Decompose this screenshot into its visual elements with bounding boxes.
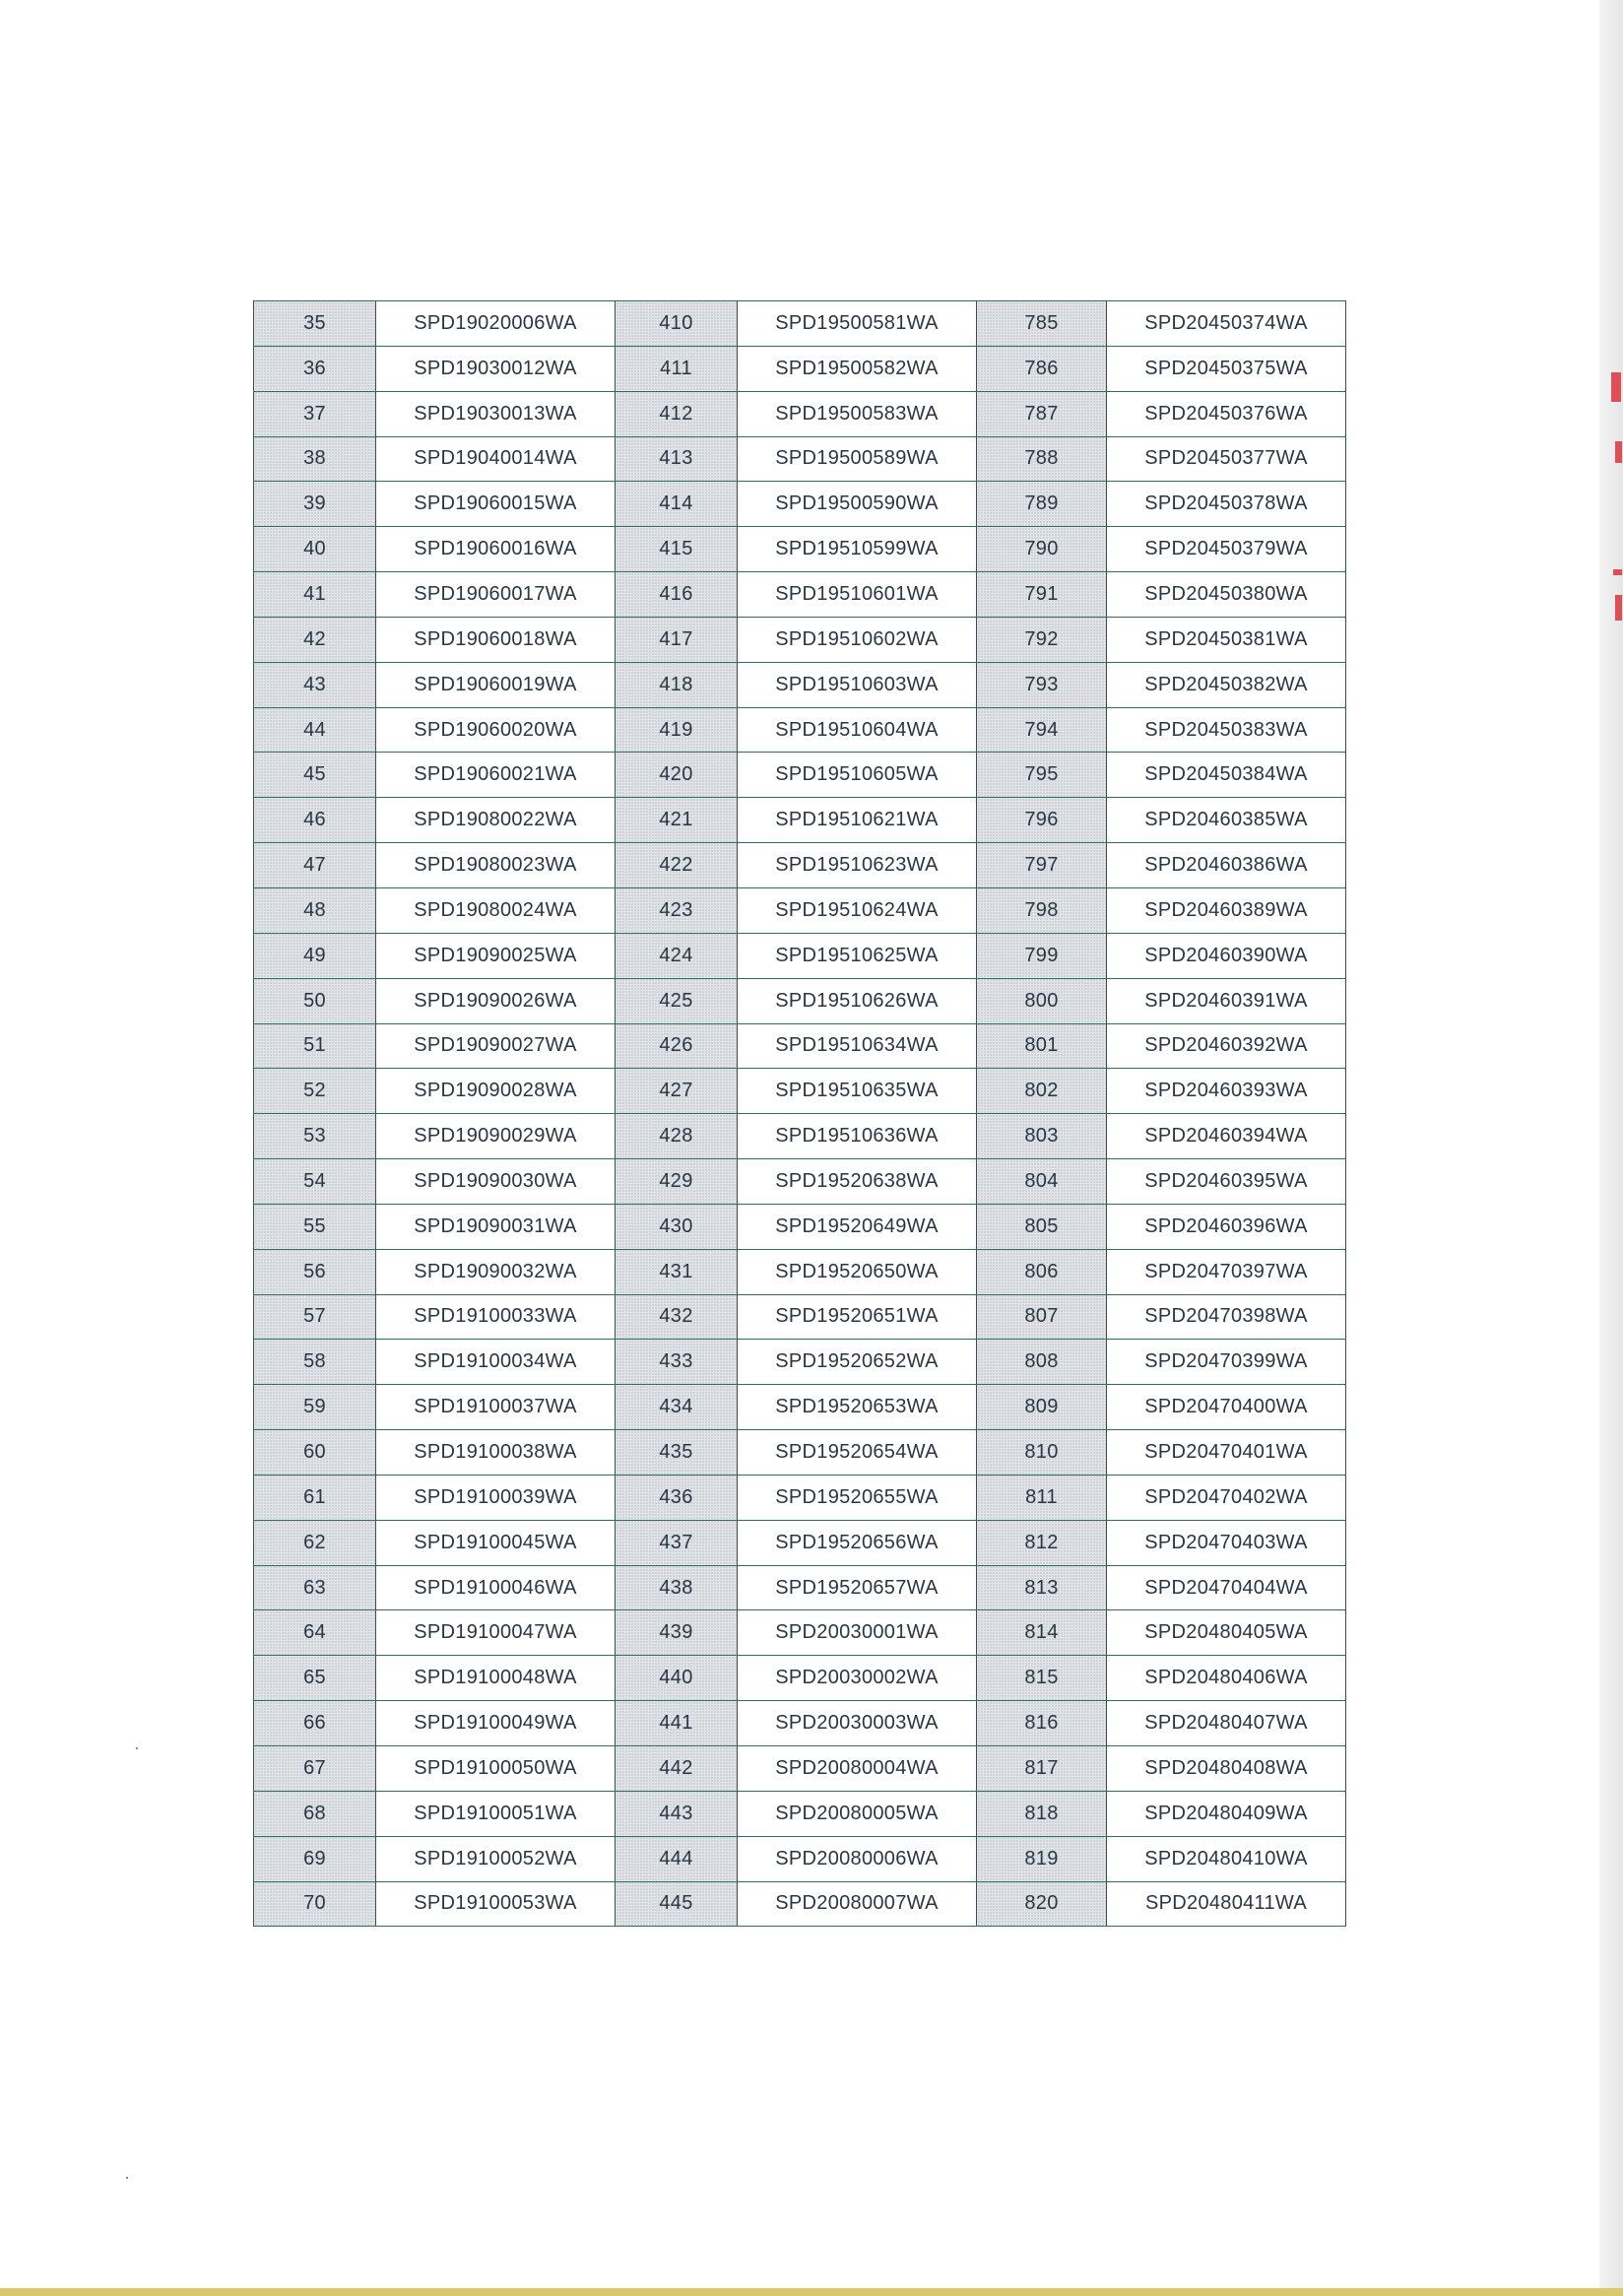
serial-code-cell: SPD19060020WA [376, 707, 616, 753]
serial-code-cell: SPD20470397WA [1107, 1249, 1346, 1294]
row-number-cell: 421 [616, 798, 738, 843]
row-number-cell: 418 [616, 662, 738, 707]
serial-code-cell: SPD20450382WA [1107, 662, 1346, 707]
row-number-cell: 70 [254, 1881, 376, 1927]
row-number-cell: 426 [616, 1023, 738, 1069]
row-number-cell: 443 [616, 1791, 738, 1836]
serial-code-cell: SPD20080004WA [738, 1746, 977, 1792]
row-number-cell: 62 [254, 1520, 376, 1565]
row-number-cell: 794 [977, 707, 1107, 753]
serial-code-cell: SPD20460392WA [1107, 1023, 1346, 1069]
serial-code-cell: SPD19510599WA [738, 527, 977, 572]
row-number-cell: 440 [616, 1656, 738, 1701]
serial-code-cell: SPD19520653WA [738, 1385, 977, 1430]
serial-code-cell: SPD20480405WA [1107, 1610, 1346, 1656]
serial-code-cell: SPD19100052WA [376, 1836, 616, 1881]
table-row [254, 391, 1346, 436]
serial-code-cell: SPD19080023WA [376, 843, 616, 888]
row-number-cell: 36 [254, 346, 376, 391]
serial-code-cell: SPD19500583WA [738, 391, 977, 436]
serial-code-cell: SPD19060018WA [376, 617, 616, 662]
table-row [254, 1656, 1346, 1701]
serial-code-cell: SPD19100034WA [376, 1340, 616, 1385]
row-number-cell: 820 [977, 1881, 1107, 1927]
row-number-cell: 55 [254, 1204, 376, 1249]
row-number-cell: 807 [977, 1294, 1107, 1340]
serial-code-cell: SPD19510603WA [738, 662, 977, 707]
serial-code-cell: SPD19100053WA [376, 1881, 616, 1927]
table-row [254, 482, 1346, 527]
row-number-cell: 819 [977, 1836, 1107, 1881]
serial-number-table [253, 300, 1346, 1927]
serial-code-cell: SPD20080006WA [738, 1836, 977, 1881]
table-row [254, 1023, 1346, 1069]
serial-code-cell: SPD19100047WA [376, 1610, 616, 1656]
serial-code-cell: SPD20450383WA [1107, 707, 1346, 753]
serial-code-cell: SPD20460390WA [1107, 933, 1346, 978]
row-number-cell: 791 [977, 572, 1107, 618]
page-bottom-edge [0, 2288, 1623, 2296]
row-number-cell: 415 [616, 527, 738, 572]
row-number-cell: 785 [977, 301, 1107, 347]
row-number-cell: 430 [616, 1204, 738, 1249]
serial-code-cell: SPD20450381WA [1107, 617, 1346, 662]
serial-code-cell: SPD19520656WA [738, 1520, 977, 1565]
serial-code-cell: SPD20480406WA [1107, 1656, 1346, 1701]
row-number-cell: 816 [977, 1701, 1107, 1746]
serial-code-cell: SPD19520652WA [738, 1340, 977, 1385]
table-row [254, 662, 1346, 707]
row-number-cell: 38 [254, 436, 376, 482]
serial-code-cell: SPD19090030WA [376, 1159, 616, 1205]
table-row [254, 798, 1346, 843]
serial-code-cell: SPD19100051WA [376, 1791, 616, 1836]
row-number-cell: 799 [977, 933, 1107, 978]
row-number-cell: 427 [616, 1069, 738, 1114]
table-row [254, 1204, 1346, 1249]
table-row [254, 1159, 1346, 1205]
serial-code-cell: SPD19030012WA [376, 346, 616, 391]
serial-code-cell: SPD20480409WA [1107, 1791, 1346, 1836]
row-number-cell: 63 [254, 1565, 376, 1610]
serial-code-cell: SPD20030003WA [738, 1701, 977, 1746]
table-row [254, 1836, 1346, 1881]
row-number-cell: 44 [254, 707, 376, 753]
row-number-cell: 437 [616, 1520, 738, 1565]
row-number-cell: 797 [977, 843, 1107, 888]
serial-code-cell: SPD19100050WA [376, 1746, 616, 1792]
serial-code-cell: SPD20450379WA [1107, 527, 1346, 572]
row-number-cell: 60 [254, 1430, 376, 1476]
table-row [254, 1701, 1346, 1746]
serial-code-cell: SPD19520650WA [738, 1249, 977, 1294]
row-number-cell: 56 [254, 1249, 376, 1294]
serial-code-cell: SPD19500590WA [738, 482, 977, 527]
row-number-cell: 789 [977, 482, 1107, 527]
serial-code-cell: SPD19100046WA [376, 1565, 616, 1610]
table-row [254, 527, 1346, 572]
serial-code-cell: SPD19520657WA [738, 1565, 977, 1610]
row-number-cell: 35 [254, 301, 376, 347]
row-number-cell: 787 [977, 391, 1107, 436]
row-number-cell: 428 [616, 1114, 738, 1159]
row-number-cell: 434 [616, 1385, 738, 1430]
serial-code-cell: SPD20480407WA [1107, 1701, 1346, 1746]
row-number-cell: 48 [254, 887, 376, 933]
row-number-cell: 417 [616, 617, 738, 662]
row-number-cell: 67 [254, 1746, 376, 1792]
table-row [254, 843, 1346, 888]
row-number-cell: 39 [254, 482, 376, 527]
row-number-cell: 413 [616, 436, 738, 482]
serial-code-cell: SPD20460393WA [1107, 1069, 1346, 1114]
serial-code-cell: SPD20450376WA [1107, 391, 1346, 436]
serial-code-cell: SPD20460396WA [1107, 1204, 1346, 1249]
row-number-cell: 40 [254, 527, 376, 572]
serial-code-cell: SPD20460394WA [1107, 1114, 1346, 1159]
serial-code-cell: SPD19090029WA [376, 1114, 616, 1159]
row-number-cell: 424 [616, 933, 738, 978]
row-number-cell: 818 [977, 1791, 1107, 1836]
row-number-cell: 65 [254, 1656, 376, 1701]
row-number-cell: 814 [977, 1610, 1107, 1656]
serial-code-cell: SPD20450377WA [1107, 436, 1346, 482]
serial-code-cell: SPD20470398WA [1107, 1294, 1346, 1340]
row-number-cell: 412 [616, 391, 738, 436]
row-number-cell: 813 [977, 1565, 1107, 1610]
row-number-cell: 61 [254, 1475, 376, 1520]
row-number-cell: 49 [254, 933, 376, 978]
serial-code-cell: SPD19510605WA [738, 753, 977, 798]
serial-code-cell: SPD19100048WA [376, 1656, 616, 1701]
serial-code-cell: SPD20470403WA [1107, 1520, 1346, 1565]
serial-code-cell: SPD20460386WA [1107, 843, 1346, 888]
row-number-cell: 438 [616, 1565, 738, 1610]
serial-code-cell: SPD20080005WA [738, 1791, 977, 1836]
serial-code-cell: SPD19100033WA [376, 1294, 616, 1340]
serial-code-cell: SPD19500581WA [738, 301, 977, 347]
row-number-cell: 433 [616, 1340, 738, 1385]
row-number-cell: 803 [977, 1114, 1107, 1159]
row-number-cell: 416 [616, 572, 738, 618]
row-number-cell: 801 [977, 1023, 1107, 1069]
serial-code-cell: SPD20030002WA [738, 1656, 977, 1701]
row-number-cell: 51 [254, 1023, 376, 1069]
serial-code-cell: SPD19520638WA [738, 1159, 977, 1205]
scan-speck [136, 1747, 138, 1749]
serial-code-cell: SPD20470402WA [1107, 1475, 1346, 1520]
serial-code-cell: SPD19090032WA [376, 1249, 616, 1294]
serial-code-cell: SPD20080007WA [738, 1881, 977, 1927]
serial-code-cell: SPD19060019WA [376, 662, 616, 707]
row-number-cell: 45 [254, 753, 376, 798]
table-row [254, 572, 1346, 618]
table-row [254, 753, 1346, 798]
row-number-cell: 43 [254, 662, 376, 707]
row-number-cell: 414 [616, 482, 738, 527]
serial-code-cell: SPD19100038WA [376, 1430, 616, 1476]
table-row [254, 1520, 1346, 1565]
serial-code-cell: SPD20030001WA [738, 1610, 977, 1656]
row-number-cell: 420 [616, 753, 738, 798]
serial-code-cell: SPD20460391WA [1107, 978, 1346, 1023]
serial-code-cell: SPD19510602WA [738, 617, 977, 662]
row-number-cell: 423 [616, 887, 738, 933]
serial-code-cell: SPD20480411WA [1107, 1881, 1346, 1927]
serial-code-cell: SPD19500589WA [738, 436, 977, 482]
serial-code-cell: SPD19020006WA [376, 301, 616, 347]
table-row [254, 978, 1346, 1023]
row-number-cell: 796 [977, 798, 1107, 843]
table-row [254, 887, 1346, 933]
serial-code-cell: SPD19520649WA [738, 1204, 977, 1249]
table-row [254, 1881, 1346, 1927]
row-number-cell: 66 [254, 1701, 376, 1746]
serial-code-cell: SPD19510625WA [738, 933, 977, 978]
table-row [254, 346, 1346, 391]
serial-code-cell: SPD19510626WA [738, 978, 977, 1023]
serial-code-cell: SPD20480410WA [1107, 1836, 1346, 1881]
row-number-cell: 806 [977, 1249, 1107, 1294]
serial-code-cell: SPD20470401WA [1107, 1430, 1346, 1476]
table-row [254, 1294, 1346, 1340]
row-number-cell: 411 [616, 346, 738, 391]
serial-code-cell: SPD20450378WA [1107, 482, 1346, 527]
serial-code-cell: SPD19100037WA [376, 1385, 616, 1430]
row-number-cell: 805 [977, 1204, 1107, 1249]
serial-code-cell: SPD19090026WA [376, 978, 616, 1023]
table-row [254, 1610, 1346, 1656]
row-number-cell: 419 [616, 707, 738, 753]
serial-code-cell: SPD20460389WA [1107, 887, 1346, 933]
row-number-cell: 786 [977, 346, 1107, 391]
serial-code-cell: SPD19060015WA [376, 482, 616, 527]
serial-code-cell: SPD20450380WA [1107, 572, 1346, 618]
row-number-cell: 54 [254, 1159, 376, 1205]
table-row [254, 1385, 1346, 1430]
table-row [254, 1114, 1346, 1159]
serial-code-cell: SPD20450375WA [1107, 346, 1346, 391]
table-row [254, 707, 1346, 753]
row-number-cell: 69 [254, 1836, 376, 1881]
row-number-cell: 444 [616, 1836, 738, 1881]
row-number-cell: 800 [977, 978, 1107, 1023]
row-number-cell: 52 [254, 1069, 376, 1114]
serial-code-cell: SPD20460385WA [1107, 798, 1346, 843]
table-row [254, 1791, 1346, 1836]
serial-code-cell: SPD19100045WA [376, 1520, 616, 1565]
row-number-cell: 810 [977, 1430, 1107, 1476]
table-row [254, 1340, 1346, 1385]
table-row [254, 1430, 1346, 1476]
table-row [254, 1565, 1346, 1610]
serial-code-cell: SPD20470404WA [1107, 1565, 1346, 1610]
serial-code-cell: SPD19080024WA [376, 887, 616, 933]
row-number-cell: 410 [616, 301, 738, 347]
row-number-cell: 46 [254, 798, 376, 843]
table-row [254, 617, 1346, 662]
row-number-cell: 812 [977, 1520, 1107, 1565]
serial-code-cell: SPD19100039WA [376, 1475, 616, 1520]
row-number-cell: 42 [254, 617, 376, 662]
table-row [254, 933, 1346, 978]
serial-code-cell: SPD19090025WA [376, 933, 616, 978]
row-number-cell: 817 [977, 1746, 1107, 1792]
serial-code-cell: SPD19510623WA [738, 843, 977, 888]
row-number-cell: 58 [254, 1340, 376, 1385]
table-body [254, 301, 1346, 1927]
row-number-cell: 808 [977, 1340, 1107, 1385]
row-number-cell: 809 [977, 1385, 1107, 1430]
row-number-cell: 59 [254, 1385, 376, 1430]
serial-code-cell: SPD19520655WA [738, 1475, 977, 1520]
row-number-cell: 441 [616, 1701, 738, 1746]
row-number-cell: 432 [616, 1294, 738, 1340]
scan-speck [126, 2177, 128, 2179]
serial-code-cell: SPD19510635WA [738, 1069, 977, 1114]
serial-code-cell: SPD20470400WA [1107, 1385, 1346, 1430]
row-number-cell: 41 [254, 572, 376, 618]
serial-code-cell: SPD19060021WA [376, 753, 616, 798]
row-number-cell: 47 [254, 843, 376, 888]
serial-code-cell: SPD20480408WA [1107, 1746, 1346, 1792]
serial-code-cell: SPD19100049WA [376, 1701, 616, 1746]
serial-code-cell: SPD19520654WA [738, 1430, 977, 1476]
serial-code-cell: SPD19060016WA [376, 527, 616, 572]
serial-code-cell: SPD19510621WA [738, 798, 977, 843]
serial-code-cell: SPD19090028WA [376, 1069, 616, 1114]
row-number-cell: 811 [977, 1475, 1107, 1520]
row-number-cell: 429 [616, 1159, 738, 1205]
serial-code-cell: SPD19510624WA [738, 887, 977, 933]
row-number-cell: 57 [254, 1294, 376, 1340]
row-number-cell: 793 [977, 662, 1107, 707]
row-number-cell: 798 [977, 887, 1107, 933]
row-number-cell: 436 [616, 1475, 738, 1520]
row-number-cell: 37 [254, 391, 376, 436]
serial-code-cell: SPD19080022WA [376, 798, 616, 843]
row-number-cell: 431 [616, 1249, 738, 1294]
serial-code-cell: SPD19510601WA [738, 572, 977, 618]
serial-code-cell: SPD20470399WA [1107, 1340, 1346, 1385]
row-number-cell: 425 [616, 978, 738, 1023]
serial-code-cell: SPD19030013WA [376, 391, 616, 436]
table-row [254, 1475, 1346, 1520]
row-number-cell: 815 [977, 1656, 1107, 1701]
serial-code-cell: SPD19510604WA [738, 707, 977, 753]
serial-code-cell: SPD19510634WA [738, 1023, 977, 1069]
row-number-cell: 68 [254, 1791, 376, 1836]
row-number-cell: 435 [616, 1430, 738, 1476]
row-number-cell: 53 [254, 1114, 376, 1159]
serial-code-cell: SPD19520651WA [738, 1294, 977, 1340]
table-row [254, 301, 1346, 347]
row-number-cell: 792 [977, 617, 1107, 662]
page-edge-shadow [1599, 0, 1623, 2296]
row-number-cell: 64 [254, 1610, 376, 1656]
serial-code-cell: SPD20450374WA [1107, 301, 1346, 347]
serial-code-cell: SPD19060017WA [376, 572, 616, 618]
row-number-cell: 788 [977, 436, 1107, 482]
row-number-cell: 790 [977, 527, 1107, 572]
serial-code-cell: SPD19500582WA [738, 346, 977, 391]
table-row [254, 1249, 1346, 1294]
serial-code-cell: SPD20460395WA [1107, 1159, 1346, 1205]
row-number-cell: 804 [977, 1159, 1107, 1205]
serial-code-cell: SPD19090031WA [376, 1204, 616, 1249]
table-row [254, 1069, 1346, 1114]
serial-code-cell: SPD19090027WA [376, 1023, 616, 1069]
serial-code-cell: SPD20450384WA [1107, 753, 1346, 798]
row-number-cell: 439 [616, 1610, 738, 1656]
serial-code-cell: SPD19510636WA [738, 1114, 977, 1159]
row-number-cell: 442 [616, 1746, 738, 1792]
row-number-cell: 50 [254, 978, 376, 1023]
row-number-cell: 795 [977, 753, 1107, 798]
row-number-cell: 422 [616, 843, 738, 888]
table-row [254, 1746, 1346, 1792]
row-number-cell: 802 [977, 1069, 1107, 1114]
serial-code-cell: SPD19040014WA [376, 436, 616, 482]
table-row [254, 436, 1346, 482]
row-number-cell: 445 [616, 1881, 738, 1927]
